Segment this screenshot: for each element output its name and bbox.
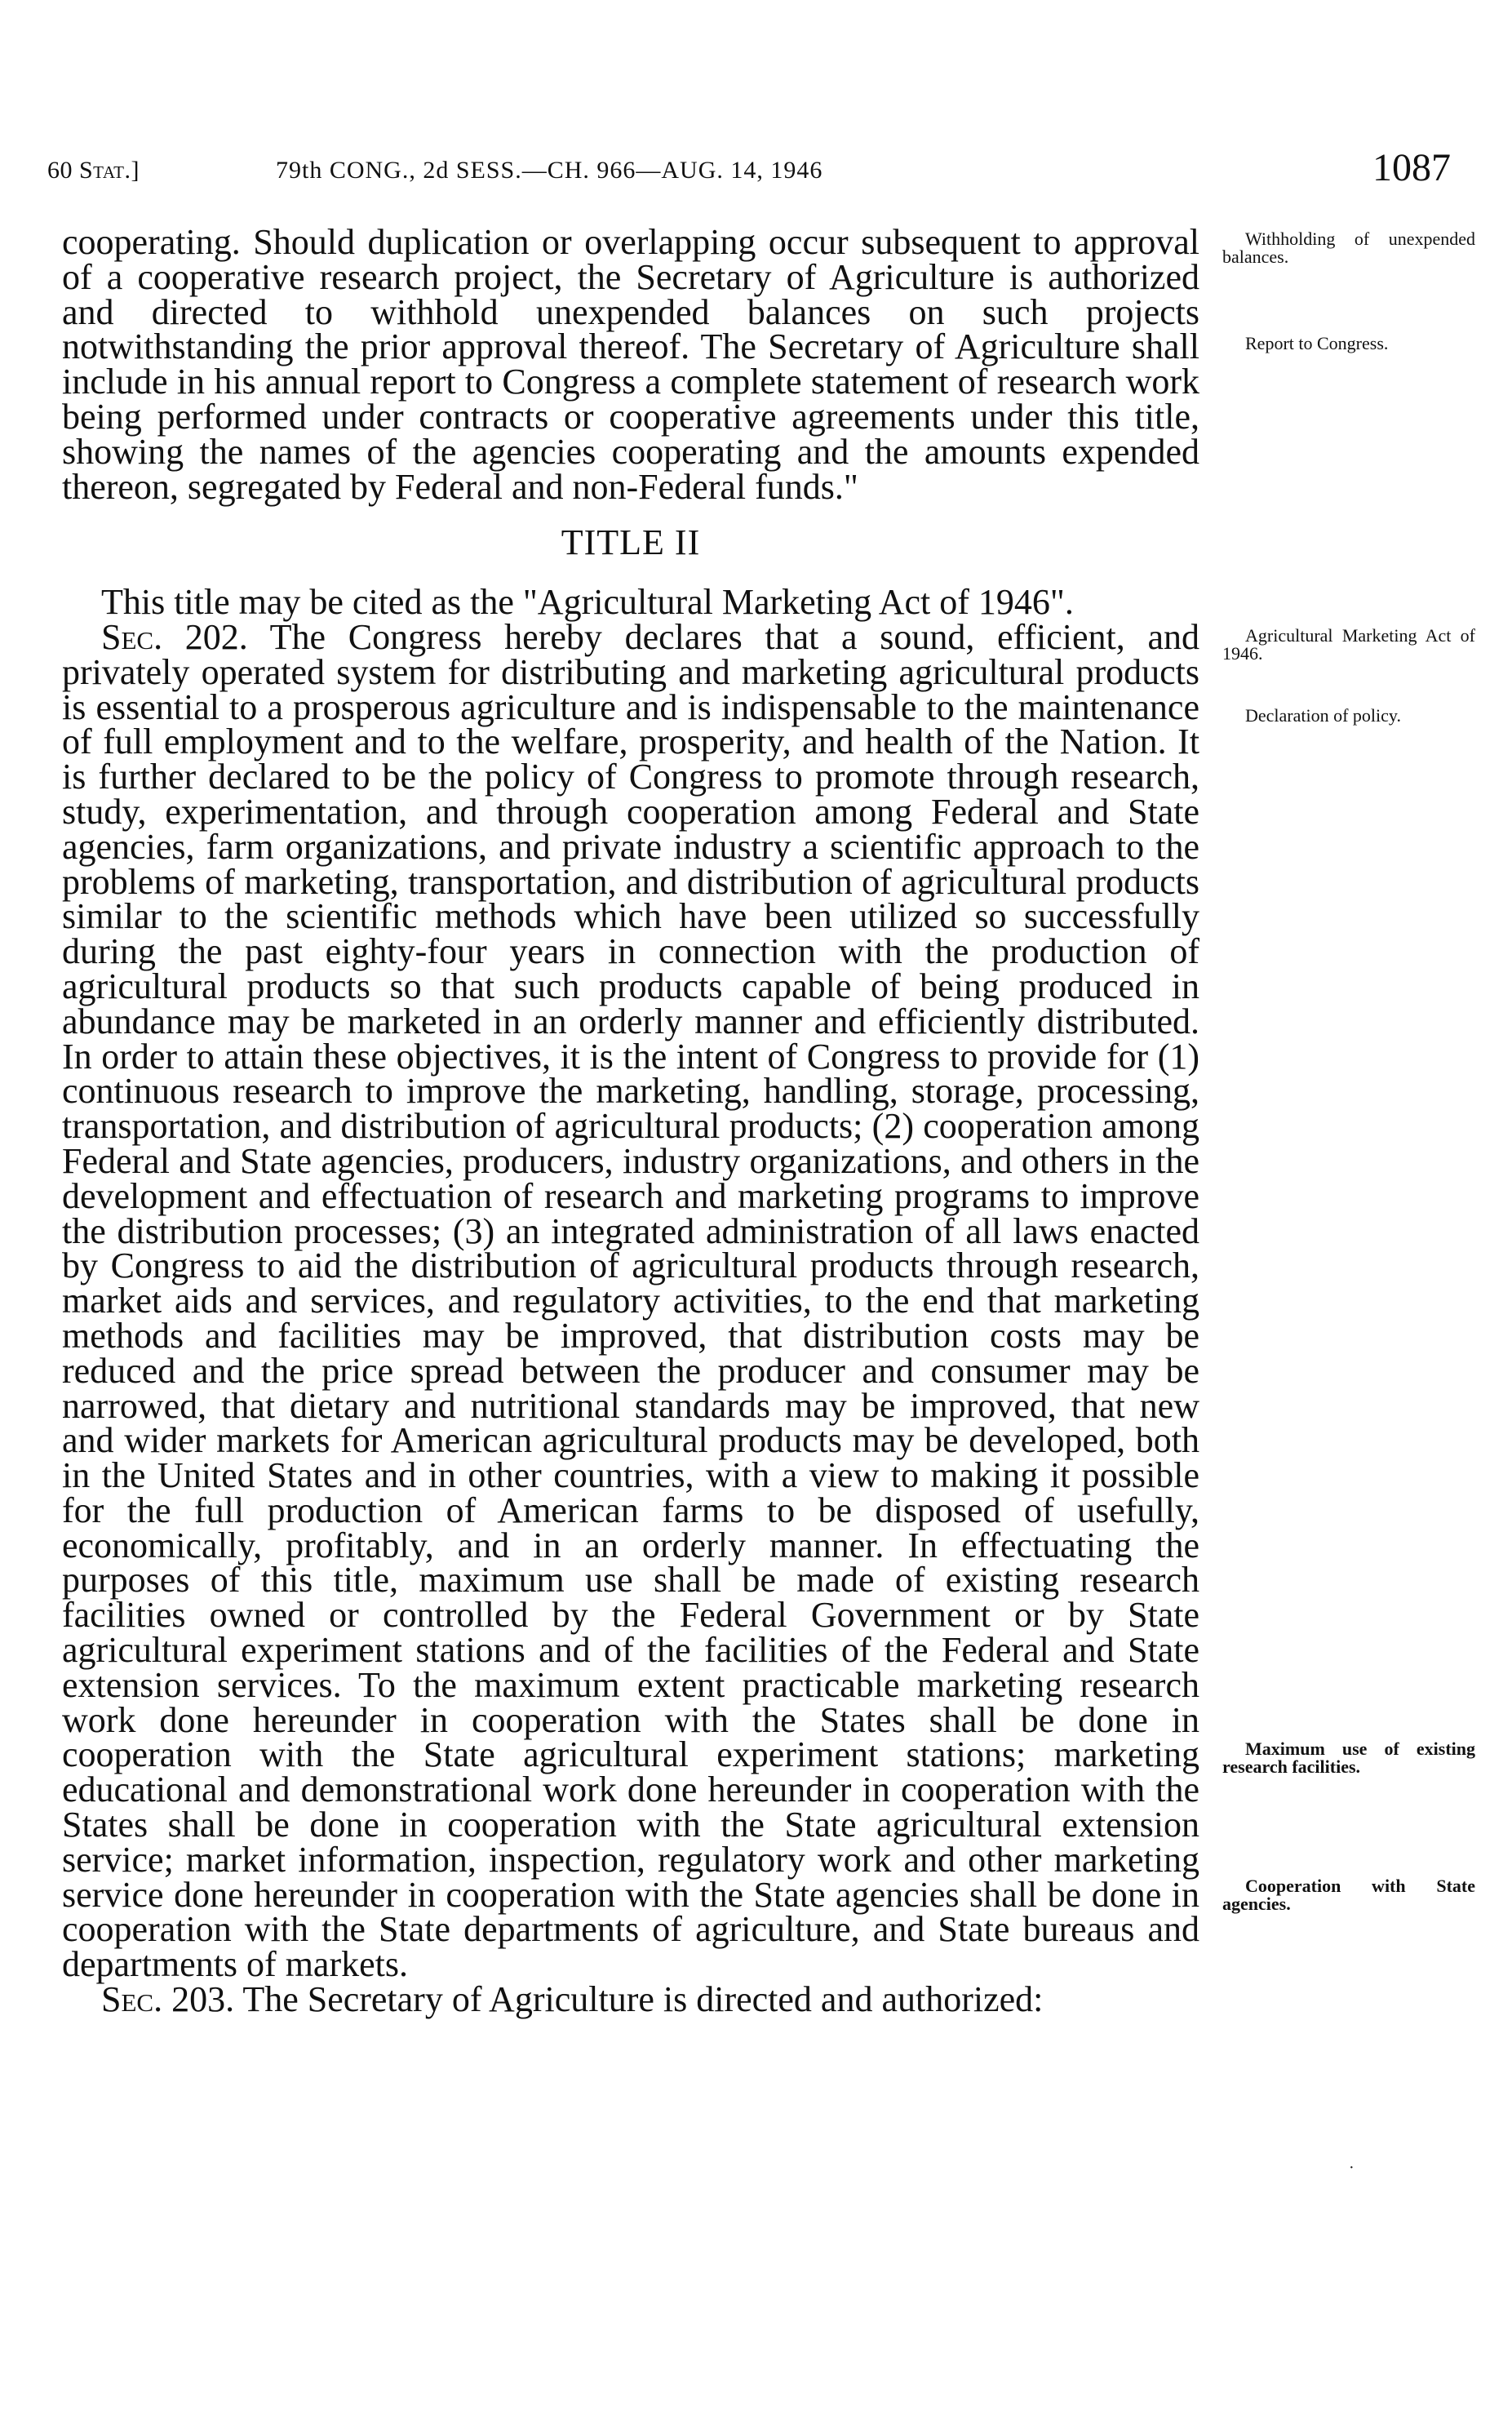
margin-note-cooperation: Cooperation with State agencies. (1222, 1876, 1475, 1914)
section-203-label: Sec. 203. (101, 1979, 235, 2020)
section-202-text: The Congress hereby declares that a sound, efficient, and privately operated system for distributing and marketing agricultural products is essential to a prosperous agriculture and is indispensable to the maintenance of full employment and to the welfare, prosperity, and health of the Nation. It is further declared to be the policy of Congress to promote through research, study, experimentation, and through cooperation among Federal and State agencies, farm organizations, and private industry a scientific approach to the problems of marketing, transportation, and distribution of agricultural products similar to the scientific methods which have been utilized so successfully during the past eighty-four years in connection with the production of agricultural products so that such products capable of being produced in abundance may be marketed in an orderly manner and efficiently distributed. In order to attain these objectives, it is the intent of Congress to provide for (1) continuous research to improve the marketing, handling, storage, processing, transportation, and distribution of agricultural products; (2) cooperation among Federal and State agencies, producers, industry organizations, and others in the development and effectuation of research and marketing programs to improve the distribution processes; (3) an integrated administration of all laws enacted by Congress to aid the distribution of agricultural products through research, market aids and services, and regulatory activities, to the end that marketing methods and facilities may be improved, that distribution costs may be reduced and the price spread between the producer and consumer may be narrowed, that dietary and nutritional standards may be improved, that new and wider markets for American agricultural products may be developed, both in the United States and in other countries, with a view to making it possible for the full production of American farms to be disposed of usefully, economically, profitably, and in an orderly manner. In effectuating the purposes of this title, maximum use shall be made of existing research facilities owned or controlled by the Federal Government or by State agricultural experiment stations and of the facilities of the Federal and State extension services. To the maximum extent practicable marketing research work done hereunder in cooperation with the States shall be done in cooperation with the State agricultural experiment stations; marketing educational and demonstrational work done hereunder in cooperation with the States shall be done in cooperation with the State agricultural extension service; market information, inspection, regulatory work and other marketing service done hereunder in cooperation with the State agencies shall be done in cooperation with the State departments of agriculture, and State bureaus and departments of markets. (62, 616, 1199, 1985)
volume-reference: 60 Stat.] (47, 157, 140, 184)
section-203-paragraph (62, 1979, 1199, 2020)
stray-mark: · (1349, 2159, 1355, 2177)
short-title-paragraph: This title may be cited as the "Agricultural Marketing Act of 1946". (101, 582, 1074, 623)
section-202-label: Sec. 202. (101, 616, 248, 657)
page-number: 1087 (1372, 146, 1451, 189)
margin-note-act-name: Agricultural Marketing Act of 1946. (1222, 625, 1475, 664)
margin-note-withholding: Withholding of unexpended balances. (1222, 229, 1475, 267)
margin-note-declaration: Declaration of policy. (1245, 705, 1401, 726)
title-heading: TITLE II (561, 522, 701, 563)
margin-note-maximum-use: Maximum use of existing research facilities. (1222, 1738, 1475, 1777)
margin-note-report: Report to Congress. (1245, 333, 1389, 353)
running-header (47, 145, 1451, 194)
section-203-text: The Secretary of Agriculture is directed and authorized: (242, 1979, 1044, 2020)
session-chapter-date: 79th CONG., 2d SESS.—CH. 966—AUG. 14, 1946 (276, 157, 823, 184)
continued-paragraph: cooperating. Should duplication or overlapping occur subsequent to approval of a cooperative research project, the Secretary of Agriculture is authorized and directed to withhold unexpended balances on such projects notwithstanding the prior approval thereof. The Secretary of Agriculture shall include in his annual report to Congress a complete statement of research work being performed under contracts or cooperative agreements under this title, showing the names of the agencies cooperating and the amounts expended thereon, segregated by Federal and non-Federal funds." (62, 222, 1199, 507)
main-text-column (62, 222, 1199, 2020)
section-202-paragraph (62, 616, 1199, 1985)
